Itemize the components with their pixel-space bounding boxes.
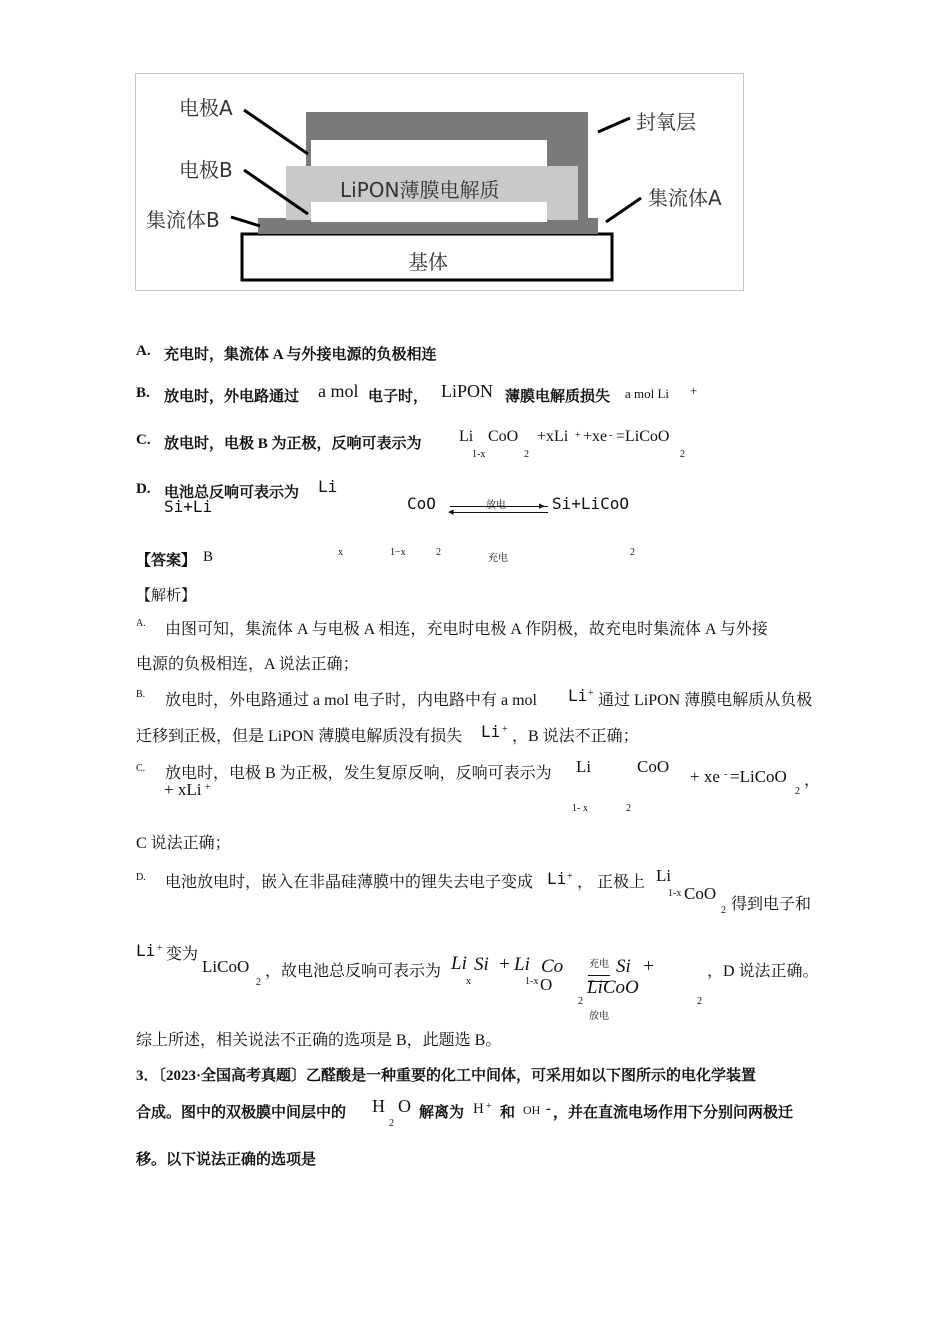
analysis-d-eq-licoo: LiCoO [587,977,639,998]
analysis-c-minus: - [724,769,728,780]
option-d-li: Li [318,477,338,496]
q3-and: 和 [500,1105,516,1121]
option-b-text-2: 电子时， [368,389,429,405]
analysis-d-eq-li: Li [451,953,467,974]
analysis-d-eq-charge: 充电 [589,959,609,970]
label-collector-a: 集流体A [648,186,722,210]
option-b-amol: a mol [318,381,359,401]
option-d-sub-2: 2 [436,547,441,558]
label-electrolyte: LiPON薄膜电解质 [340,178,500,202]
option-c-sub-2: 2 [524,449,529,460]
q3-line3: 移。以下说法正确的选项是 [136,1152,317,1168]
q3-minus: - [546,1101,551,1117]
analysis-d-eq-discharge: 放电 [589,1011,609,1022]
q3-sub2: 2 [389,1118,394,1129]
analysis-d-eq-si: Si [474,954,489,975]
analysis-d-text6: ，D 说法正确。 [707,963,819,980]
analysis-c-sub1x: 1- x [572,803,588,814]
analysis-d-text4: 变为 [166,946,199,963]
analysis-d-eq-li2: Li [514,954,530,975]
option-d-sub-x: x [338,547,343,558]
analysis-d-eq-sub-2: 2 [578,996,583,1007]
analysis-b-li2: Li [481,722,501,741]
option-c-sup-minus: - [609,430,613,441]
label-collector-b: 集流体B [146,208,220,232]
option-d-letter: D. [136,481,151,497]
analysis-d-sub1x: 1-x [668,888,682,899]
option-b-letter: B. [136,385,150,401]
label-electrode-b: 电极B [179,158,233,182]
analysis-d-eq-plus: + [498,954,511,975]
analysis-d-eq-sub-2b: 2 [697,996,702,1007]
option-b-text-4: a mol Li [625,386,670,401]
analysis-c-xli: + xLi [164,780,202,799]
q3-line2b: 解离为 [419,1105,465,1121]
option-c-xli: +xLi [537,428,569,445]
leader-line-electrode-a [244,110,308,154]
analysis-c-plus: + [205,782,211,793]
analysis-d-eq-plus2: + [642,956,655,977]
analysis-d-text2: ， 正极上 [577,874,646,891]
analysis-d-text1: 电池放电时，嵌入在非晶硅薄膜中的锂失去电子变成 [165,874,534,891]
analysis-d-letter: D. [136,872,146,883]
option-b-text-3: 薄膜电解质损失 [505,389,611,405]
q3-oh: OH [523,1103,541,1117]
analysis-c-sub2b: 2 [626,803,631,814]
analysis-d-li: Li [547,869,567,888]
analysis-c-xe: + xe [690,767,720,786]
q3-o: O [398,1096,411,1116]
option-b-plus: + [690,383,698,398]
q3-h: H [372,1096,385,1116]
analysis-d-eq-sub-x: x [466,976,471,987]
analysis-b-line1a: 放电时，外电路通过 a mol 电子时，内电路中有 a mol [165,692,537,709]
option-d-arrow-forward [450,506,548,507]
analysis-d-eq-sub-1x: 1-x [525,976,539,987]
leader-line-seal [598,118,630,132]
analysis-d-plus: + [567,871,573,882]
analysis-b-line2b: ，B 说法不正确； [512,728,639,745]
analysis-d-sub2: 2 [721,905,726,916]
analysis-a-line1: 由图可知，集流体 A 与电极 A 相连，充电时电极 A 作阴极，故充电时集流体 A 与外接 [165,621,768,638]
option-d-sub-1x: 1−x [390,547,406,558]
leader-line-collector-a [606,198,641,222]
option-c-licoo: =LiCoO [616,428,670,445]
label-seal-layer: 封氧层 [636,110,696,134]
analysis-c-text: 放电时，电极 B 为正极，发生复原反响，反响可表示为 [165,765,552,782]
q3-line1: 3．〔2023·全国高考真题〕乙醛酸是一种重要的化工中间体，可采用如以下图所示的电化学装置 [136,1068,757,1084]
option-a-text: 充电时，集流体 A 与外接电源的负极相连 [164,347,437,363]
analysis-c-line2: C 说法正确； [136,835,231,852]
analysis-d-licoo: LiCoO [202,957,250,976]
label-electrode-a: 电极A [179,96,233,120]
analysis-b-plus2: + [502,724,508,735]
option-c-sup-plus: + [575,430,581,441]
analysis-b-letter: B. [136,689,146,700]
option-d-si-li: Si+Li [164,497,213,516]
option-d-arrow-head-left: ◂ [448,506,454,518]
option-c-sub-2b: 2 [680,449,685,460]
analysis-d-eq-arrow-top [588,975,610,976]
analysis-b-line2a: 迁移到正极，但是 LiPON 薄膜电解质没有损失 [136,728,463,745]
option-c-coo: CoO [488,428,519,445]
q3-plus: + [486,1101,492,1112]
option-c-sub-1x: 1-x [472,449,486,460]
answer-value: B [203,549,214,565]
battery-structure-figure [135,73,744,291]
analysis-d-sub2b: 2 [256,977,261,988]
analysis-c-letter: C. [136,763,146,774]
option-c-li: Li [459,428,474,445]
leader-line-collector-b [231,217,260,226]
option-b-text-1: 放电时，外电路通过 [164,389,300,405]
analysis-d-eq-o: O [540,975,553,994]
option-d-coo: CoO [407,494,436,513]
analysis-d-coo: CoO [684,884,717,903]
option-d-arrow-head-right: ▸ [539,500,545,512]
analysis-label: 【解析】 [136,588,197,604]
analysis-d-eq-co: Co [541,956,564,977]
option-d-right-side: Si+LiCoO [552,494,630,513]
q3-line2c: ，并在直流电场作用下分别问两极迁 [553,1105,794,1121]
option-d-text: 电池总反响可表示为 [164,485,300,501]
option-b-lipon: LiPON [441,381,494,401]
option-d-arrow-back [450,512,548,513]
option-c-text: 放电时，电极 B 为正极，反响可表示为 [164,436,422,452]
electrode-a-block [311,140,547,166]
analysis-c-coo: CoO [637,757,670,776]
q3-hplus: H [473,1101,484,1117]
option-c-xe: +xe [583,428,608,445]
analysis-c-comma: ， [804,772,821,789]
electrode-b-block [311,202,547,222]
analysis-b-li: Li [568,686,588,705]
analysis-d-li2: Li [656,866,672,885]
analysis-a-letter: A. [136,618,146,629]
option-d-sub-2b: 2 [630,547,635,558]
analysis-c-eq: =LiCoO [730,767,787,786]
answer-label: 【答案】 [136,553,197,569]
option-d-discharge-label: 放电 [486,500,506,511]
analysis-d-eq-si2: Si [616,956,631,977]
option-d-charge-label: 充电 [488,553,508,564]
analysis-b-plus: + [588,688,594,699]
analysis-c-sub2: 2 [795,786,800,797]
option-a-letter: A. [136,343,151,359]
analysis-d-plus3: + [157,943,163,954]
analysis-d-text3: 得到电子和 [731,896,812,913]
analysis-a-line2: 电源的负极相连，A 说法正确； [136,656,359,673]
analysis-summary: 综上所述，相关说法不正确的选项是 B，此题选 B。 [136,1032,502,1049]
analysis-d-li3: Li [136,941,156,960]
analysis-b-line1b: 通过 LiPON 薄膜电解质从负极 [598,692,813,709]
option-c-letter: C. [136,432,151,448]
analysis-c-li: Li [576,757,592,776]
q3-line2a: 合成。图中的双极膜中间层中的 [136,1105,347,1121]
analysis-d-text5: ，故电池总反响可表示为 [265,963,442,980]
label-substrate: 基体 [408,250,448,274]
